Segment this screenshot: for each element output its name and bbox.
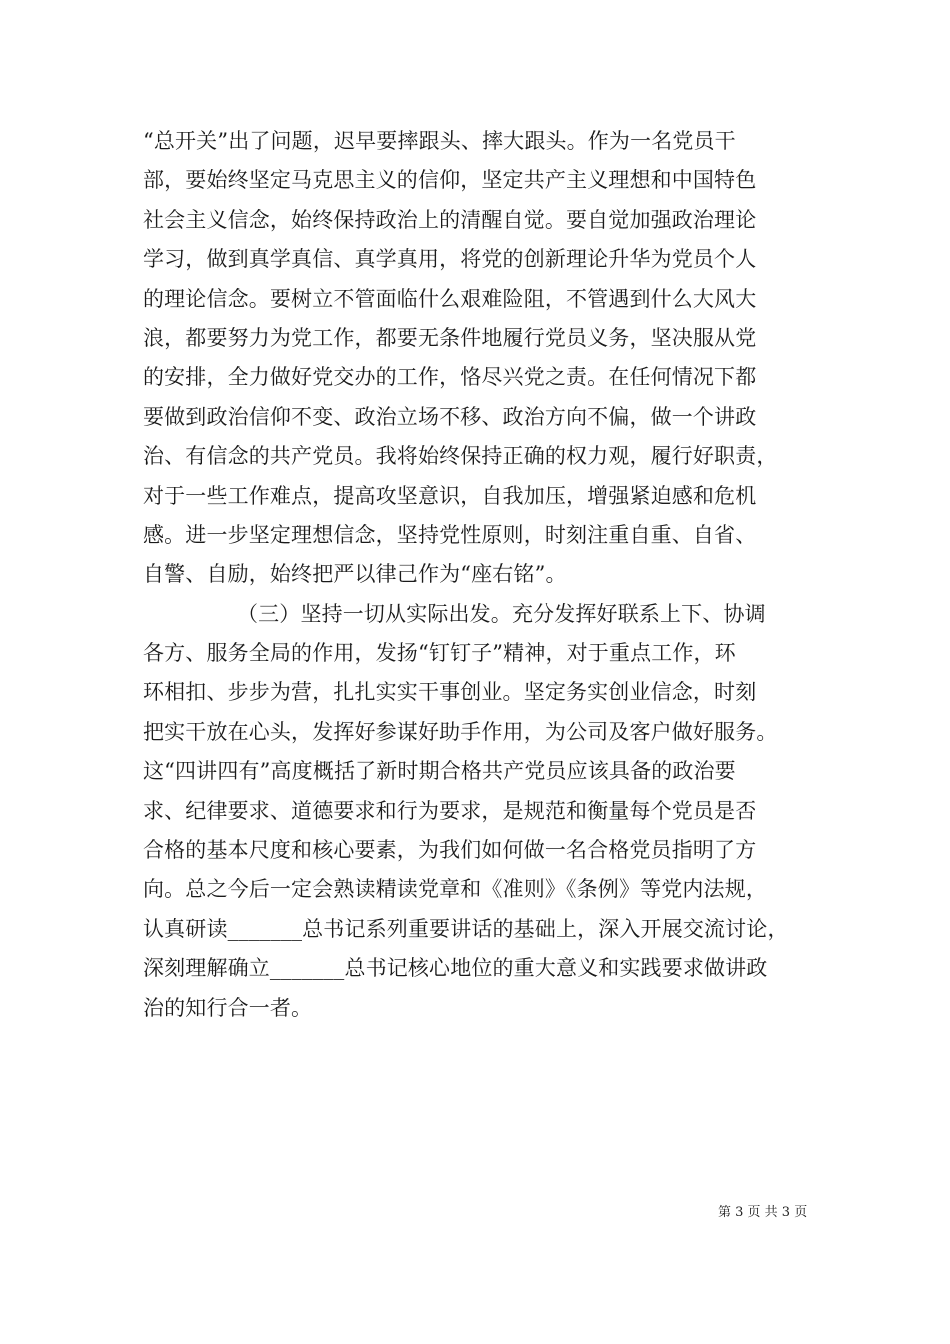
text-line: 浪，都要努力为党工作，都要无条件地履行党员义务，坚决服从党 [143,325,757,350]
text-line: 要做到政治信仰不变、政治立场不移、政治方向不偏，做一个讲政 [143,404,757,429]
text-line: 求、纪律要求、道德要求和行为要求，是规范和衡量每个党员是否 [143,798,757,823]
text-line: 的理论信念。要树立不管面临什么艰难险阻，不管遇到什么大风大 [143,286,757,311]
text-line: “总开关”出了问题，迟早要摔跟头、摔大跟头。作为一名党员干 [143,129,736,153]
text-line: 学习，做到真学真信、真学真用，将党的创新理论升华为党员个人 [143,247,757,272]
text-line: 部，要始终坚定马克思主义的信仰，坚定共产主义理想和中国特色 [143,168,757,193]
text-line: 把实干放在心头，发挥好参谋好助手作用，为公司及客户做好服务。 [143,719,778,744]
section-heading-line: （三）坚持一切从实际出发。充分发挥好联系上下、协调 [237,601,766,626]
text-line: 向。总之今后一定会熟读精读党章和《准则》《条例》等党内法规， [143,877,767,902]
text-line: 社会主义信念，始终保持政治上的清醒自觉。要自觉加强政治理论 [143,207,757,232]
text-line: 对于一些工作难点，提高攻坚意识，自我加压，增强紧迫感和危机 [143,483,757,508]
page-number-footer: 第 3 页 共 3 页 [718,1205,808,1220]
text-line: 治、有信念的共产党员。我将始终保持正确的权力观，履行好职责， [143,444,778,469]
text-line: 合格的基本尺度和核心要素，为我们如何做一名合格党员指明了方 [143,838,757,863]
text-line: 治的知行合一者。 [143,995,313,1020]
text-line: 自警、自励，始终把严以律己作为“座右铭”。 [143,562,567,587]
body-text [143,122,813,1028]
text-line: 的安排，全力做好党交办的工作，恪尽兴党之责。在任何情况下都 [143,365,757,390]
text-line: 感。进一步坚定理想信念，坚持党性原则，时刻注重自重、自省、 [143,522,757,547]
text-line: 深刻理解确立_______总书记核心地位的重大意义和实践要求做讲政 [143,956,768,981]
text-line: 认真研读_______总书记系列重要讲话的基础上，深入开展交流讨论， [143,916,789,941]
text-line: 各方、服务全局的作用，发扬“钉钉子”精神，对于重点工作，环 [143,641,736,666]
text-line: 环相扣、步步为营，扎扎实实干事创业。坚定务实创业信念，时刻 [143,680,757,705]
text-line: 这“四讲四有”高度概括了新时期合格共产党员应该具备的政治要 [143,759,736,784]
